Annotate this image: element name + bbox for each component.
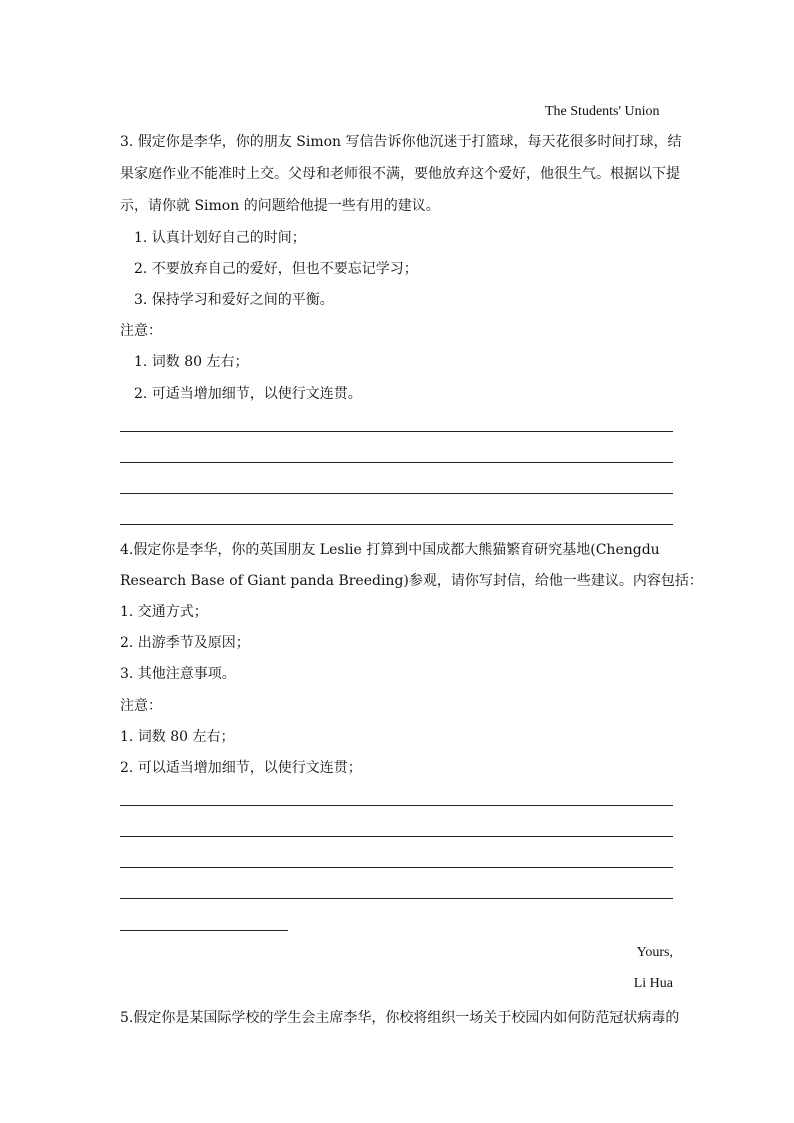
q4-note-2: 2. 可以适当增加细节，以使行文连贯；: [120, 760, 362, 776]
q3-prompt-line-3: 示，请你就 Simon 的问题给他提一些有用的建议。: [120, 198, 440, 214]
q3-prompt-line-1: 3. 假定你是李华，你的朋友 Simon 写信告诉你他沉迷于打篮球，每天花很多时间打球，结: [120, 134, 682, 150]
q4-closing: Yours,: [636, 945, 673, 960]
q3-item-3: 3. 保持学习和爱好之间的平衡。: [134, 292, 334, 308]
q4-answer-line-short: [120, 930, 288, 931]
q4-item-1: 1. 交通方式；: [120, 604, 208, 620]
q4-prompt-line-2: Research Base of Giant panda Breeding)参观，请你写封信，给他一些建议。内容包括：: [120, 573, 703, 589]
q3-note-label: 注意：: [120, 323, 162, 339]
q3-note-2: 2. 可适当增加细节，以使行文连贯。: [134, 386, 362, 402]
q4-item-2: 2. 出游季节及原因；: [120, 635, 250, 651]
q3-answer-line-3: [120, 493, 673, 494]
q4-answer-line-1: [120, 805, 673, 806]
q4-note-label: 注意：: [120, 698, 162, 714]
q4-answer-line-3: [120, 867, 673, 868]
q3-item-2: 2. 不要放弃自己的爱好，但也不要忘记学习；: [134, 261, 418, 277]
q4-note-1: 1. 词数 80 左右；: [120, 729, 235, 745]
q4-prompt-line-1: 4.假定你是李华，你的英国朋友 Leslie 打算到中国成都大熊猫繁育研究基地(Chengdu: [120, 542, 660, 558]
q3-answer-line-1: [120, 431, 673, 432]
q3-answer-line-2: [120, 462, 673, 463]
q4-answer-line-2: [120, 836, 673, 837]
q3-item-1: 1. 认真计划好自己的时间；: [134, 230, 306, 246]
q3-note-1: 1. 词数 80 左右；: [134, 354, 249, 370]
q4-signature: Li Hua: [633, 976, 673, 991]
q5-prompt-line-1: 5.假定你是某国际学校的学生会主席李华，你校将组织一场关于校园内如何防范冠状病毒的: [120, 1010, 680, 1026]
q4-item-3: 3. 其他注意事项。: [120, 666, 236, 682]
q4-answer-line-4: [120, 898, 673, 899]
signoff-students-union: The Students' Union: [545, 104, 660, 119]
q3-answer-line-4: [120, 524, 673, 525]
q3-prompt-line-2: 果家庭作业不能准时上交。父母和老师很不满，要他放弃这个爱好，他很生气。根据以下提: [120, 166, 680, 182]
